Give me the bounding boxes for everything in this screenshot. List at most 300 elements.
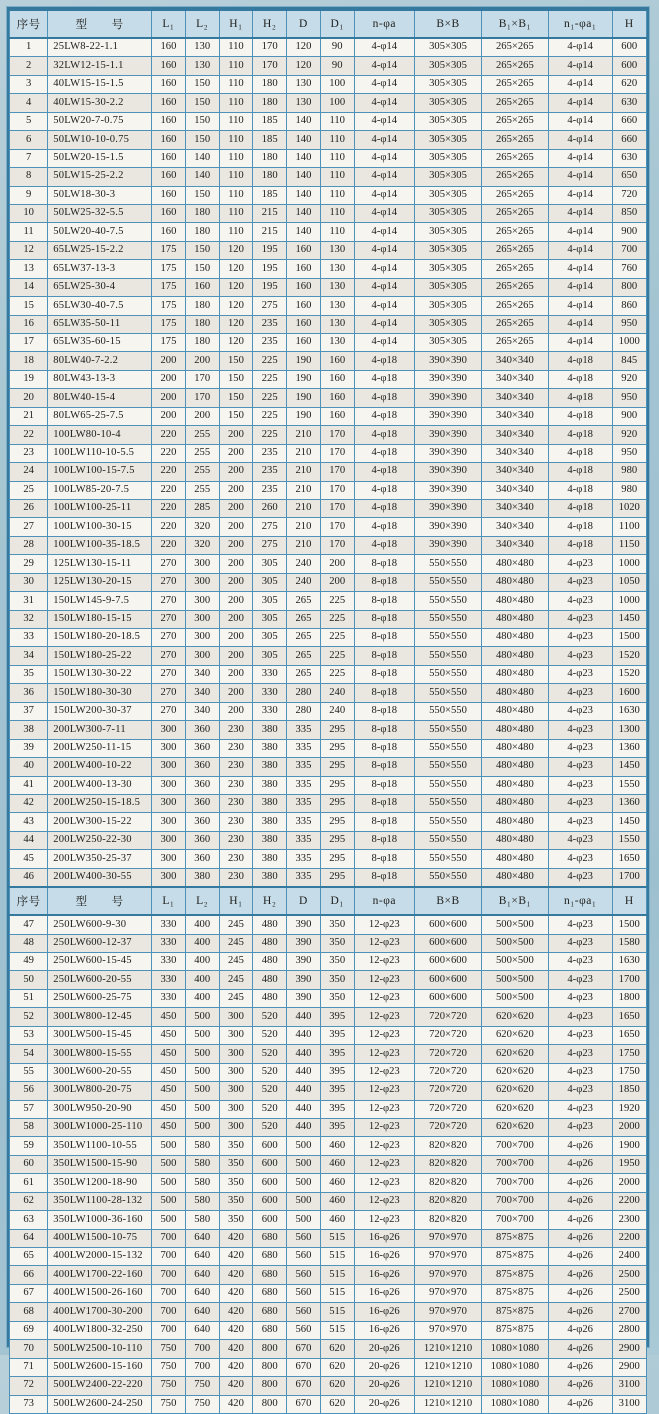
value-cell: 4-φ18 [354, 463, 415, 481]
seq-cell: 39 [10, 739, 48, 757]
value-cell: 700 [185, 1358, 219, 1376]
value-cell: 300 [219, 1118, 253, 1136]
table-row [10, 1026, 647, 1044]
value-cell: 4-φ18 [354, 444, 415, 462]
value-cell: 550×550 [415, 794, 482, 812]
value-cell: 420 [219, 1321, 253, 1339]
value-cell: 620 [320, 1358, 354, 1376]
value-cell: 660 [612, 131, 647, 149]
value-cell: 12-φ23 [354, 1192, 415, 1210]
value-cell: 550×550 [415, 592, 482, 610]
value-cell: 350 [320, 953, 354, 971]
value-cell: 335 [287, 831, 321, 849]
value-cell: 110 [219, 223, 253, 241]
value-cell: 390×390 [415, 370, 482, 388]
value-cell: 265×265 [481, 297, 548, 315]
value-cell: 305 [253, 555, 287, 573]
model-cell: 500LW2600-15-160 [48, 1358, 152, 1376]
value-cell: 750 [152, 1358, 186, 1376]
value-cell: 4-φ14 [354, 260, 415, 278]
value-cell: 4-φ14 [548, 149, 612, 167]
value-cell: 340×340 [481, 499, 548, 517]
value-cell: 180 [253, 94, 287, 112]
value-cell: 800 [612, 278, 647, 296]
value-cell: 200 [219, 592, 253, 610]
seq-cell: 30 [10, 573, 48, 591]
column-header: 序号 [10, 887, 48, 915]
value-cell: 210 [287, 444, 321, 462]
value-cell: 110 [219, 94, 253, 112]
value-cell: 335 [287, 850, 321, 868]
value-cell: 140 [287, 112, 321, 130]
value-cell: 600 [612, 57, 647, 75]
value-cell: 395 [320, 1118, 354, 1136]
value-cell: 210 [287, 536, 321, 554]
model-cell: 250LW600-9-30 [48, 915, 152, 934]
value-cell: 800 [253, 1377, 287, 1395]
value-cell: 1630 [612, 702, 647, 720]
value-cell: 200 [185, 407, 219, 425]
value-cell: 480×480 [481, 684, 548, 702]
value-cell: 440 [287, 1082, 321, 1100]
value-cell: 300 [152, 776, 186, 794]
value-cell: 500 [152, 1192, 186, 1210]
value-cell: 480×480 [481, 739, 548, 757]
value-cell: 255 [185, 463, 219, 481]
value-cell: 560 [287, 1248, 321, 1266]
value-cell: 550×550 [415, 665, 482, 683]
value-cell: 130 [320, 334, 354, 352]
column-header: n-φa [354, 10, 415, 38]
value-cell: 140 [287, 186, 321, 204]
value-cell: 700×700 [481, 1174, 548, 1192]
value-cell: 200 [152, 370, 186, 388]
value-cell: 295 [320, 721, 354, 739]
value-cell: 4-φ18 [354, 352, 415, 370]
seq-cell: 1 [10, 38, 48, 57]
value-cell: 200 [219, 665, 253, 683]
value-cell: 875×875 [481, 1303, 548, 1321]
model-cell: 200LW250-22-30 [48, 831, 152, 849]
value-cell: 230 [219, 831, 253, 849]
value-cell: 195 [253, 241, 287, 259]
pump-dimension-table-frame [7, 7, 649, 1409]
value-cell: 200 [185, 352, 219, 370]
value-cell: 340×340 [481, 518, 548, 536]
value-cell: 150 [185, 260, 219, 278]
value-cell: 4-φ23 [548, 721, 612, 739]
seq-cell: 44 [10, 831, 48, 849]
value-cell: 4-φ14 [548, 57, 612, 75]
value-cell: 600×600 [415, 915, 482, 934]
seq-cell: 41 [10, 776, 48, 794]
value-cell: 4-φ14 [354, 297, 415, 315]
value-cell: 560 [287, 1266, 321, 1284]
value-cell: 305×305 [415, 223, 482, 241]
value-cell: 450 [152, 1026, 186, 1044]
table-row [10, 278, 647, 296]
seq-cell: 13 [10, 260, 48, 278]
value-cell: 350 [219, 1155, 253, 1173]
value-cell: 2200 [612, 1192, 647, 1210]
value-cell: 4-φ23 [548, 989, 612, 1007]
seq-cell: 61 [10, 1174, 48, 1192]
value-cell: 4-φ18 [548, 444, 612, 462]
value-cell: 240 [287, 573, 321, 591]
value-cell: 245 [219, 934, 253, 952]
value-cell: 200 [219, 573, 253, 591]
value-cell: 265×265 [481, 75, 548, 93]
seq-cell: 8 [10, 168, 48, 186]
value-cell: 875×875 [481, 1248, 548, 1266]
value-cell: 160 [287, 241, 321, 259]
seq-cell: 62 [10, 1192, 48, 1210]
value-cell: 200 [219, 518, 253, 536]
value-cell: 1450 [612, 813, 647, 831]
value-cell: 680 [253, 1229, 287, 1247]
value-cell: 4-φ14 [354, 186, 415, 204]
value-cell: 4-φ14 [548, 315, 612, 333]
value-cell: 4-φ23 [548, 831, 612, 849]
value-cell: 450 [152, 1082, 186, 1100]
table-row [10, 168, 647, 186]
value-cell: 480 [253, 934, 287, 952]
model-cell: 400LW1700-22-160 [48, 1266, 152, 1284]
value-cell: 600×600 [415, 953, 482, 971]
value-cell: 390 [287, 915, 321, 934]
table-row [10, 1340, 647, 1358]
value-cell: 270 [152, 702, 186, 720]
value-cell: 270 [152, 647, 186, 665]
value-cell: 1080×1080 [481, 1358, 548, 1376]
value-cell: 130 [320, 315, 354, 333]
value-cell: 480 [253, 915, 287, 934]
value-cell: 360 [185, 758, 219, 776]
value-cell: 170 [185, 370, 219, 388]
value-cell: 420 [219, 1248, 253, 1266]
value-cell: 2400 [612, 1248, 647, 1266]
value-cell: 420 [219, 1358, 253, 1376]
value-cell: 4-φ23 [548, 555, 612, 573]
table-row [10, 389, 647, 407]
value-cell: 200 [219, 499, 253, 517]
model-cell: 250LW600-25-75 [48, 989, 152, 1007]
value-cell: 305×305 [415, 186, 482, 204]
table-row [10, 131, 647, 149]
value-cell: 16-φ26 [354, 1321, 415, 1339]
column-header: n₁-φa₁ [548, 10, 612, 38]
value-cell: 235 [253, 334, 287, 352]
value-cell: 560 [287, 1284, 321, 1302]
value-cell: 265 [287, 665, 321, 683]
table-row [10, 241, 647, 259]
value-cell: 500 [152, 1174, 186, 1192]
value-cell: 130 [320, 278, 354, 296]
value-cell: 390 [287, 971, 321, 989]
value-cell: 4-φ18 [548, 463, 612, 481]
value-cell: 970×970 [415, 1248, 482, 1266]
value-cell: 480×480 [481, 776, 548, 794]
value-cell: 4-φ14 [548, 278, 612, 296]
value-cell: 3100 [612, 1377, 647, 1395]
value-cell: 700 [185, 1340, 219, 1358]
value-cell: 480×480 [481, 813, 548, 831]
value-cell: 450 [152, 1118, 186, 1136]
value-cell: 600 [253, 1137, 287, 1155]
value-cell: 305×305 [415, 168, 482, 186]
value-cell: 1020 [612, 499, 647, 517]
value-cell: 110 [219, 112, 253, 130]
column-header: D₁ [320, 887, 354, 915]
value-cell: 320 [185, 518, 219, 536]
value-cell: 300 [219, 1008, 253, 1026]
table-row [10, 149, 647, 167]
value-cell: 760 [612, 260, 647, 278]
value-cell: 4-φ23 [548, 610, 612, 628]
table-row [10, 1395, 647, 1413]
value-cell: 170 [320, 481, 354, 499]
value-cell: 4-φ23 [548, 868, 612, 887]
value-cell: 305×305 [415, 297, 482, 315]
value-cell: 265×265 [481, 241, 548, 259]
value-cell: 230 [219, 813, 253, 831]
value-cell: 580 [185, 1137, 219, 1155]
value-cell: 150 [185, 241, 219, 259]
value-cell: 875×875 [481, 1266, 548, 1284]
value-cell: 920 [612, 370, 647, 388]
value-cell: 130 [320, 297, 354, 315]
table-row [10, 850, 647, 868]
value-cell: 120 [287, 38, 321, 57]
seq-cell: 31 [10, 592, 48, 610]
value-cell: 500 [152, 1137, 186, 1155]
table-row [10, 94, 647, 112]
value-cell: 110 [219, 204, 253, 222]
value-cell: 620×620 [481, 1026, 548, 1044]
value-cell: 225 [253, 370, 287, 388]
value-cell: 270 [152, 573, 186, 591]
value-cell: 500×500 [481, 953, 548, 971]
value-cell: 150 [219, 407, 253, 425]
model-cell: 100LW100-35-18.5 [48, 536, 152, 554]
value-cell: 620×620 [481, 1008, 548, 1026]
seq-cell: 49 [10, 953, 48, 971]
value-cell: 460 [320, 1174, 354, 1192]
value-cell: 200 [320, 555, 354, 573]
value-cell: 295 [320, 758, 354, 776]
model-cell: 300LW800-12-45 [48, 1008, 152, 1026]
value-cell: 265 [287, 592, 321, 610]
table-row [10, 1321, 647, 1339]
column-header: n-φa [354, 887, 415, 915]
value-cell: 265×265 [481, 94, 548, 112]
value-cell: 480×480 [481, 702, 548, 720]
value-cell: 335 [287, 868, 321, 887]
model-cell: 25LW8-22-1.1 [48, 38, 152, 57]
value-cell: 300 [152, 868, 186, 887]
value-cell: 820×820 [415, 1211, 482, 1229]
value-cell: 150 [185, 94, 219, 112]
value-cell: 4-φ26 [548, 1192, 612, 1210]
value-cell: 680 [253, 1284, 287, 1302]
value-cell: 110 [320, 223, 354, 241]
value-cell: 395 [320, 1045, 354, 1063]
model-cell: 200LW300-7-11 [48, 721, 152, 739]
value-cell: 340×340 [481, 536, 548, 554]
value-cell: 200 [219, 610, 253, 628]
value-cell: 550×550 [415, 684, 482, 702]
model-cell: 400LW1700-30-200 [48, 1303, 152, 1321]
value-cell: 500 [185, 1100, 219, 1118]
value-cell: 520 [253, 1063, 287, 1081]
value-cell: 1500 [612, 629, 647, 647]
model-cell: 150LW200-30-37 [48, 702, 152, 720]
value-cell: 970×970 [415, 1284, 482, 1302]
column-header: L₁ [152, 887, 186, 915]
value-cell: 305×305 [415, 315, 482, 333]
seq-cell: 53 [10, 1026, 48, 1044]
seq-cell: 59 [10, 1137, 48, 1155]
value-cell: 245 [219, 953, 253, 971]
value-cell: 480×480 [481, 665, 548, 683]
value-cell: 160 [287, 315, 321, 333]
value-cell: 150 [219, 370, 253, 388]
table-row [10, 971, 647, 989]
value-cell: 175 [152, 278, 186, 296]
model-cell: 200LW300-15-22 [48, 813, 152, 831]
value-cell: 330 [152, 989, 186, 1007]
value-cell: 1650 [612, 1008, 647, 1026]
value-cell: 480 [253, 971, 287, 989]
value-cell: 380 [253, 794, 287, 812]
value-cell: 200 [219, 444, 253, 462]
seq-cell: 24 [10, 463, 48, 481]
value-cell: 460 [320, 1211, 354, 1229]
value-cell: 440 [287, 1063, 321, 1081]
value-cell: 8-φ18 [354, 610, 415, 628]
value-cell: 160 [320, 389, 354, 407]
value-cell: 400 [185, 989, 219, 1007]
seq-cell: 54 [10, 1045, 48, 1063]
value-cell: 265 [287, 647, 321, 665]
column-header: 型 号 [48, 10, 152, 38]
value-cell: 170 [320, 536, 354, 554]
seq-cell: 45 [10, 850, 48, 868]
value-cell: 500×500 [481, 915, 548, 934]
value-cell: 12-φ23 [354, 971, 415, 989]
column-header: B₁×B₁ [481, 887, 548, 915]
value-cell: 120 [219, 297, 253, 315]
value-cell: 4-φ14 [354, 204, 415, 222]
value-cell: 4-φ23 [548, 1100, 612, 1118]
value-cell: 335 [287, 776, 321, 794]
value-cell: 160 [152, 223, 186, 241]
value-cell: 300 [219, 1063, 253, 1081]
value-cell: 4-φ23 [548, 739, 612, 757]
value-cell: 500 [152, 1155, 186, 1173]
value-cell: 390×390 [415, 481, 482, 499]
table-row [10, 334, 647, 352]
value-cell: 180 [185, 334, 219, 352]
value-cell: 680 [253, 1248, 287, 1266]
seq-cell: 25 [10, 481, 48, 499]
value-cell: 515 [320, 1284, 354, 1302]
value-cell: 520 [253, 1008, 287, 1026]
value-cell: 12-φ23 [354, 1137, 415, 1155]
value-cell: 140 [185, 168, 219, 186]
value-cell: 395 [320, 1008, 354, 1026]
seq-cell: 63 [10, 1211, 48, 1229]
seq-cell: 55 [10, 1063, 48, 1081]
value-cell: 620×620 [481, 1100, 548, 1118]
value-cell: 150 [185, 112, 219, 130]
value-cell: 1520 [612, 665, 647, 683]
model-cell: 400LW2000-15-132 [48, 1248, 152, 1266]
value-cell: 160 [287, 297, 321, 315]
table-row [10, 610, 647, 628]
value-cell: 2200 [612, 1229, 647, 1247]
value-cell: 305×305 [415, 112, 482, 130]
value-cell: 500 [152, 1211, 186, 1229]
value-cell: 190 [287, 370, 321, 388]
model-cell: 500LW2600-24-250 [48, 1395, 152, 1413]
value-cell: 600 [253, 1211, 287, 1229]
model-cell: 100LW85-20-7.5 [48, 481, 152, 499]
pump-dimension-table [9, 9, 647, 1414]
seq-cell: 66 [10, 1266, 48, 1284]
value-cell: 550×550 [415, 702, 482, 720]
value-cell: 305×305 [415, 75, 482, 93]
value-cell: 4-φ14 [548, 223, 612, 241]
seq-cell: 42 [10, 794, 48, 812]
value-cell: 4-φ18 [354, 370, 415, 388]
value-cell: 160 [320, 370, 354, 388]
column-header: 型 号 [48, 887, 152, 915]
value-cell: 175 [152, 297, 186, 315]
value-cell: 360 [185, 776, 219, 794]
value-cell: 270 [152, 629, 186, 647]
value-cell: 2800 [612, 1321, 647, 1339]
table-row [10, 1082, 647, 1100]
value-cell: 160 [152, 38, 186, 57]
value-cell: 265×265 [481, 112, 548, 130]
value-cell: 390 [287, 934, 321, 952]
value-cell: 390×390 [415, 426, 482, 444]
value-cell: 160 [287, 334, 321, 352]
value-cell: 4-φ26 [548, 1248, 612, 1266]
value-cell: 515 [320, 1248, 354, 1266]
table-row [10, 629, 647, 647]
column-header: n₁-φa₁ [548, 887, 612, 915]
value-cell: 170 [185, 389, 219, 407]
model-cell: 65LW35-50-11 [48, 315, 152, 333]
value-cell: 220 [152, 463, 186, 481]
value-cell: 480×480 [481, 629, 548, 647]
value-cell: 4-φ14 [354, 75, 415, 93]
value-cell: 20-φ26 [354, 1358, 415, 1376]
value-cell: 500 [185, 1118, 219, 1136]
value-cell: 340×340 [481, 352, 548, 370]
model-cell: 200LW400-10-22 [48, 758, 152, 776]
value-cell: 390×390 [415, 499, 482, 517]
table-row [10, 758, 647, 776]
value-cell: 480×480 [481, 592, 548, 610]
value-cell: 500 [185, 1008, 219, 1026]
value-cell: 390 [287, 989, 321, 1007]
value-cell: 110 [219, 75, 253, 93]
value-cell: 200 [320, 573, 354, 591]
value-cell: 305×305 [415, 334, 482, 352]
